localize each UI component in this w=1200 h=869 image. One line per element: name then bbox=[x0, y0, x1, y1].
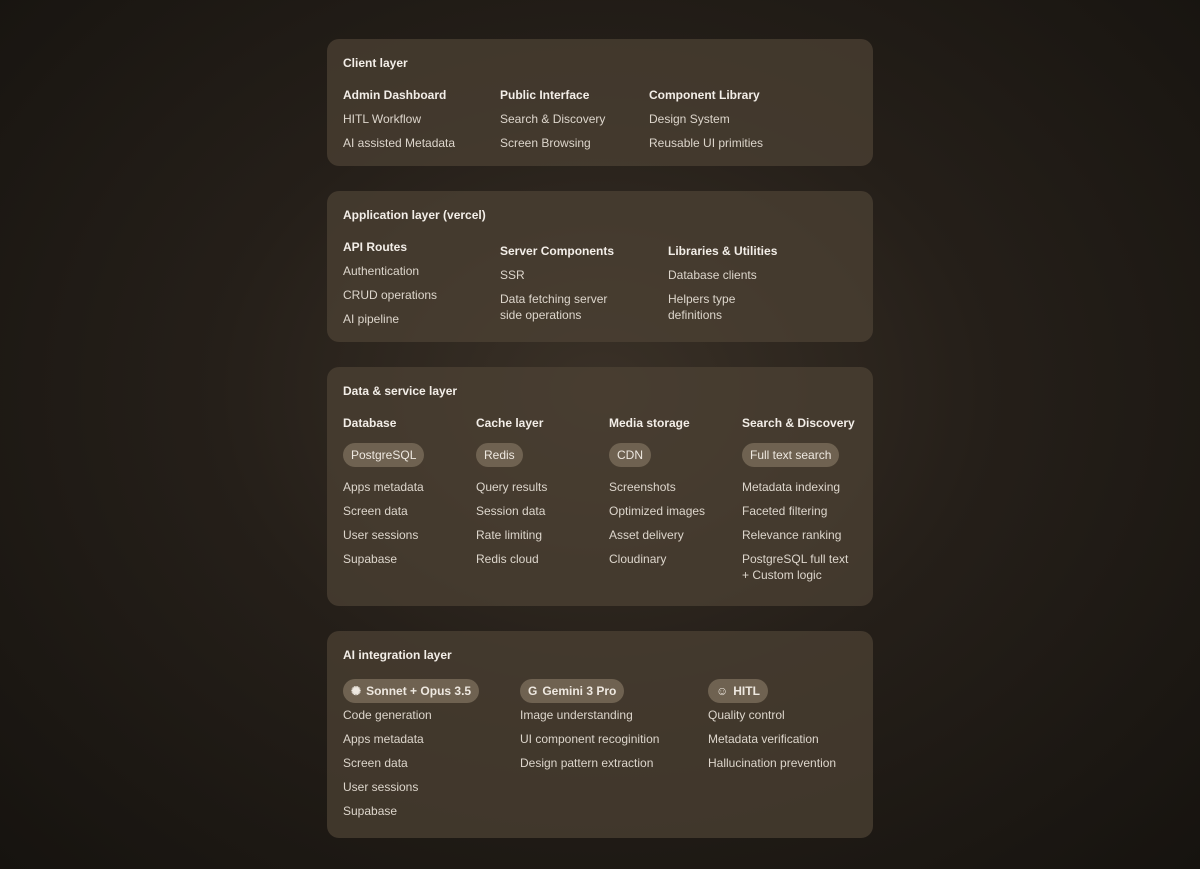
application-layer-card bbox=[327, 191, 873, 342]
list-item: Metadata indexing bbox=[742, 480, 841, 494]
model-badge bbox=[520, 679, 624, 703]
human-head-icon: ☺ bbox=[716, 684, 729, 698]
list-item: Design System bbox=[649, 112, 730, 126]
list-item: Redis cloud bbox=[476, 552, 539, 566]
list-item: Session data bbox=[476, 504, 546, 518]
list-item: PostgreSQL full text + Custom logic bbox=[742, 552, 849, 582]
column-public-interface bbox=[500, 87, 605, 151]
list-item: AI pipeline bbox=[343, 312, 400, 326]
model-badge bbox=[343, 679, 479, 703]
list-item: Metadata verification bbox=[708, 732, 819, 746]
data-service-layer-card bbox=[327, 367, 873, 606]
list-item: User sessions bbox=[343, 528, 419, 542]
list-item: Design pattern extraction bbox=[520, 756, 654, 770]
list-item: Optimized images bbox=[609, 504, 706, 518]
tech-badge bbox=[343, 443, 424, 467]
column-server-components bbox=[500, 243, 614, 323]
column-search-discovery bbox=[742, 415, 855, 583]
google-icon: G bbox=[528, 684, 538, 698]
badge-label: Gemini 3 Pro bbox=[542, 684, 617, 698]
column-admin-dashboard bbox=[343, 87, 455, 151]
column-heading: Search & Discovery bbox=[742, 416, 855, 430]
badge-label: HITL bbox=[733, 684, 760, 698]
tech-badge bbox=[609, 443, 651, 467]
list-item: Authentication bbox=[343, 264, 420, 278]
column-heading: Database bbox=[343, 416, 397, 430]
tech-badge bbox=[476, 443, 523, 467]
list-item: Cloudinary bbox=[609, 552, 667, 566]
list-item: HITL Workflow bbox=[343, 112, 422, 126]
column-heading: Component Library bbox=[649, 88, 760, 102]
column-cache-layer bbox=[476, 415, 547, 567]
list-item: Asset delivery bbox=[609, 528, 684, 542]
list-item: Query results bbox=[476, 480, 548, 494]
list-item: Reusable UI primities bbox=[649, 136, 764, 150]
list-item: Rate limiting bbox=[476, 528, 543, 542]
list-item: Search & Discovery bbox=[500, 112, 606, 126]
badge-label: Full text search bbox=[750, 448, 832, 462]
list-item: Image understanding bbox=[520, 708, 633, 722]
list-item: Hallucination prevention bbox=[708, 756, 837, 770]
tech-badge bbox=[742, 443, 839, 467]
column-heading: Libraries & Utilities bbox=[668, 244, 778, 258]
list-item: Data fetching server side operations bbox=[500, 292, 608, 322]
list-item: CRUD operations bbox=[343, 288, 438, 302]
column-heading: Admin Dashboard bbox=[343, 88, 447, 102]
client-layer-card bbox=[327, 39, 873, 166]
list-item: Supabase bbox=[343, 804, 398, 818]
list-item: Supabase bbox=[343, 552, 398, 566]
list-item: Screen data bbox=[343, 504, 408, 518]
column-gemini bbox=[520, 667, 659, 771]
column-media-storage bbox=[609, 415, 705, 567]
list-item: Screen Browsing bbox=[500, 136, 591, 150]
list-item: AI assisted Metadata bbox=[343, 136, 456, 150]
list-item: Quality control bbox=[708, 708, 785, 722]
badge-label: Redis bbox=[484, 448, 515, 462]
column-api-routes bbox=[343, 239, 437, 327]
column-heading: Public Interface bbox=[500, 88, 590, 102]
column-heading: API Routes bbox=[343, 240, 408, 254]
list-item: SSR bbox=[500, 268, 525, 282]
list-item: Apps metadata bbox=[343, 480, 424, 494]
column-claude bbox=[343, 667, 479, 819]
layer-title: AI integration layer bbox=[343, 648, 452, 662]
list-item: Helpers type definitions bbox=[668, 292, 736, 322]
column-heading: Server Components bbox=[500, 244, 615, 258]
badge-label: PostgreSQL bbox=[351, 448, 417, 462]
column-hitl bbox=[708, 667, 836, 771]
list-item: Relevance ranking bbox=[742, 528, 842, 542]
list-item: Database clients bbox=[668, 268, 757, 282]
layer-title: Data & service layer bbox=[343, 384, 458, 398]
layer-title: Application layer (vercel) bbox=[343, 208, 486, 222]
column-heading: Cache layer bbox=[476, 416, 544, 430]
claude-icon: ✺ bbox=[351, 684, 362, 698]
column-heading: Media storage bbox=[609, 416, 690, 430]
ai-integration-layer-card bbox=[327, 631, 873, 838]
model-badge bbox=[708, 679, 768, 703]
list-item: Code generation bbox=[343, 708, 432, 722]
column-libraries-utilities bbox=[668, 243, 777, 323]
layer-title: Client layer bbox=[343, 56, 408, 70]
list-item: Screen data bbox=[343, 756, 408, 770]
column-component-library bbox=[649, 87, 763, 151]
list-item: Faceted filtering bbox=[742, 504, 828, 518]
list-item: Apps metadata bbox=[343, 732, 424, 746]
list-item: UI component recoginition bbox=[520, 732, 660, 746]
badge-label: CDN bbox=[617, 448, 643, 462]
list-item: Screenshots bbox=[609, 480, 676, 494]
badge-label: Sonnet + Opus 3.5 bbox=[366, 684, 472, 698]
list-item: User sessions bbox=[343, 780, 419, 794]
column-database bbox=[343, 415, 424, 567]
